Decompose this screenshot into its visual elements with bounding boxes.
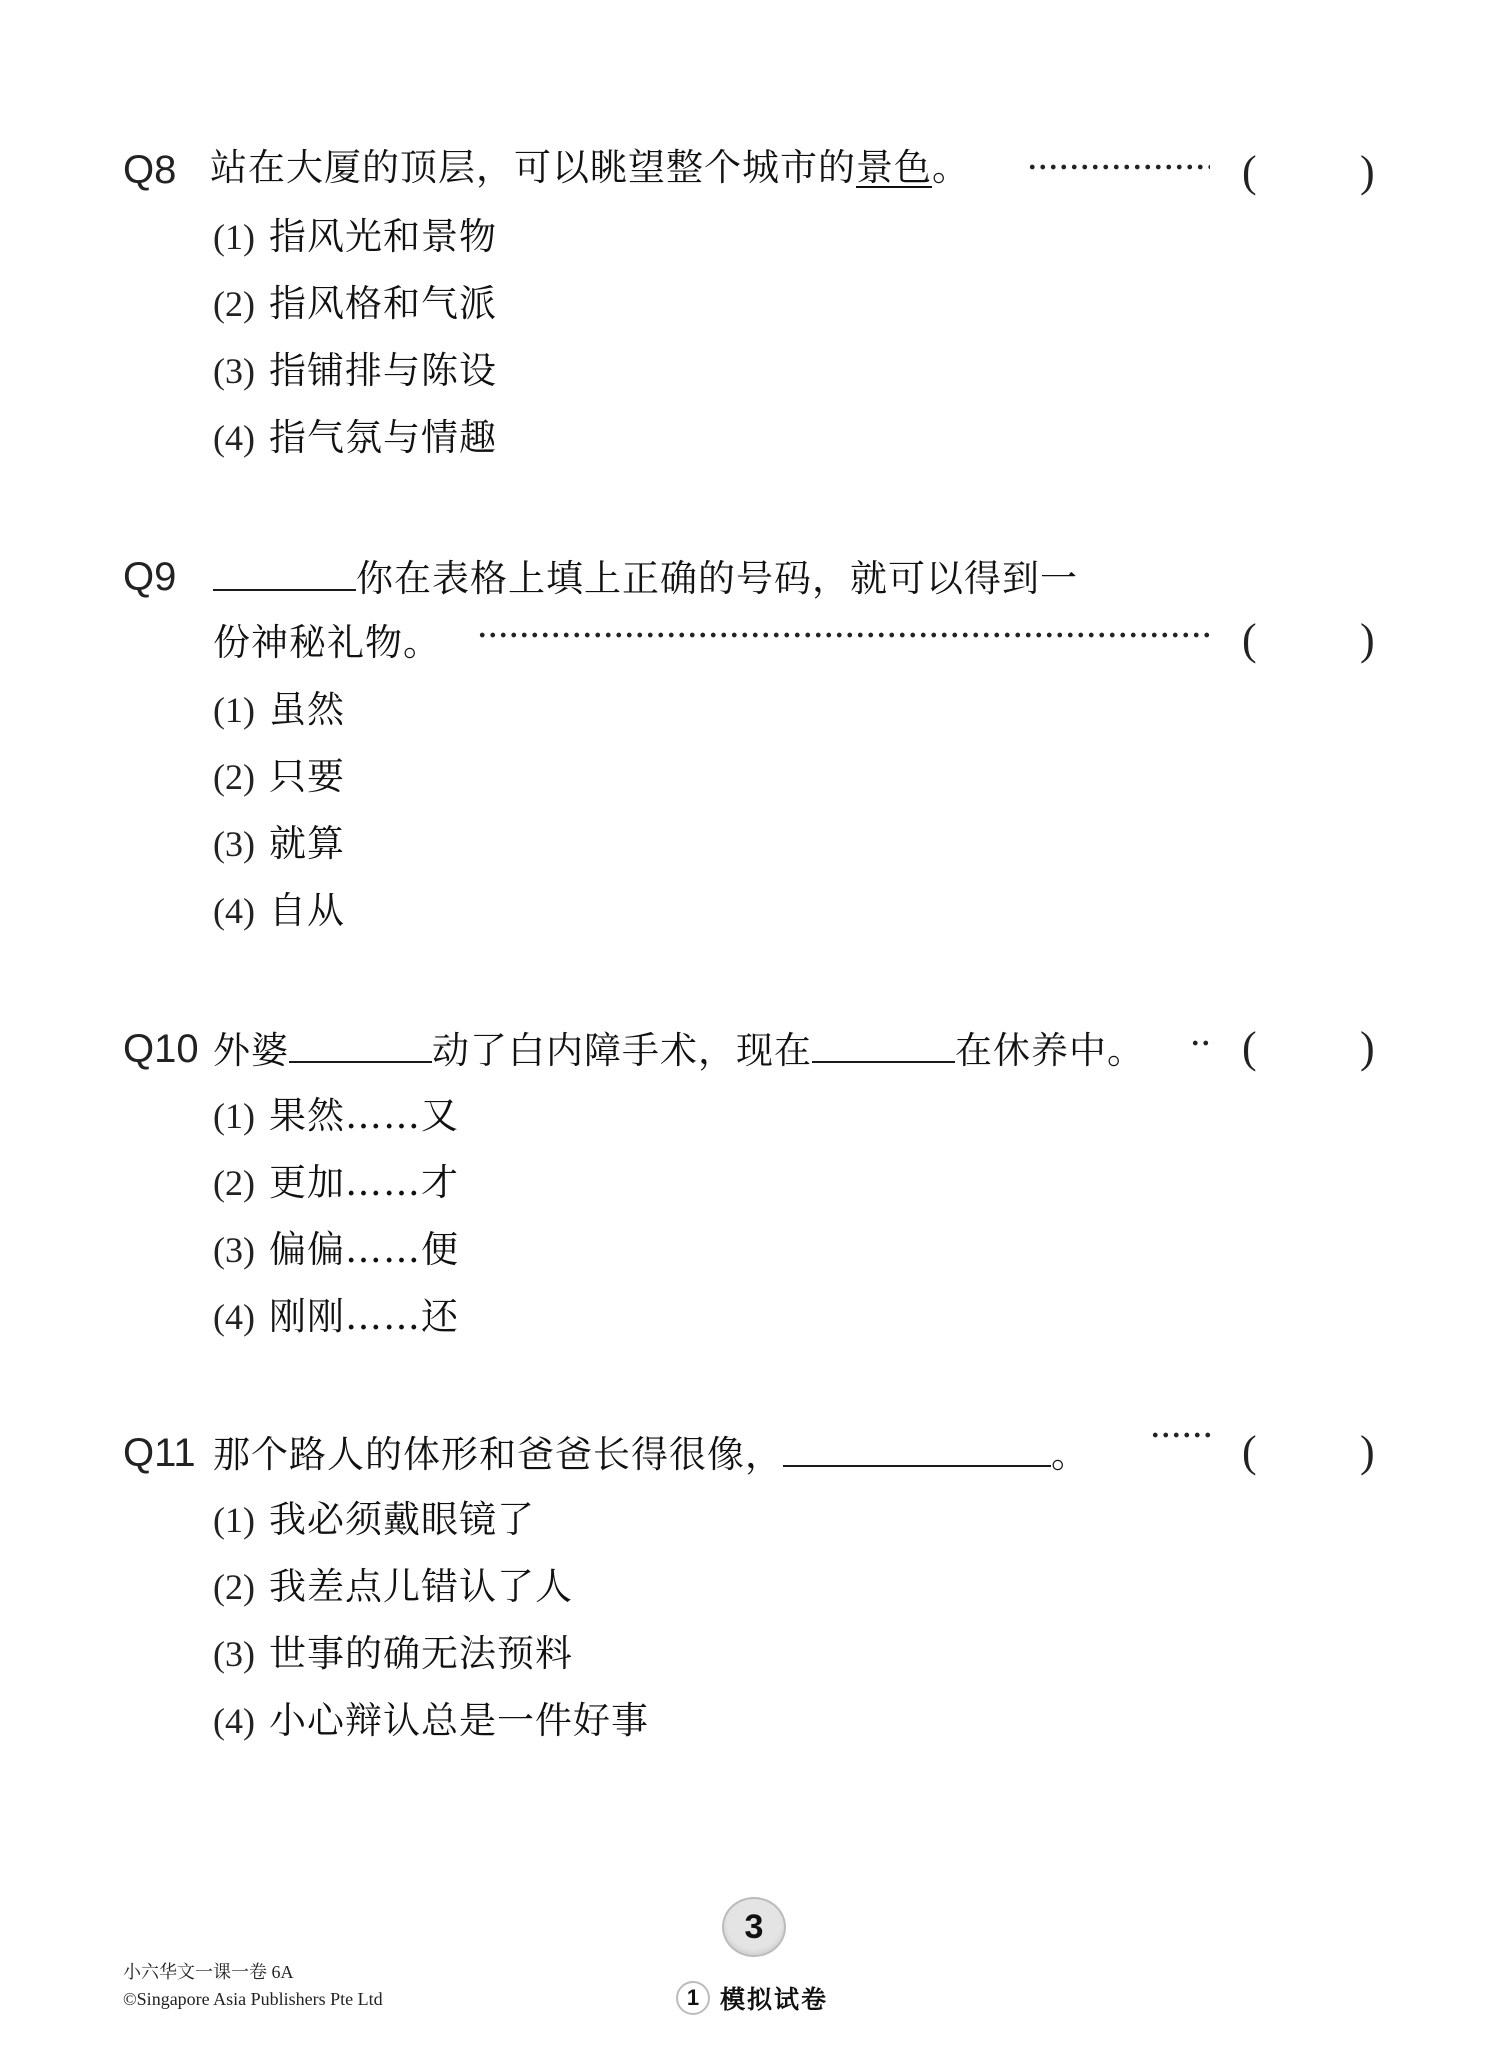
option-text: 偏偏……便 (268, 1228, 459, 1271)
answer-paren-close: ) (1360, 1023, 1375, 1072)
question-number: Q8 (123, 148, 177, 192)
answer-paren-open: ( (1242, 147, 1257, 196)
option-text: 指气氛与情趣 (268, 416, 497, 459)
option-2[interactable] (213, 755, 345, 799)
option-number: (2) (213, 284, 255, 324)
option-text: 指风格和气派 (268, 282, 497, 325)
stem-text: 在休养中。 (955, 1029, 1145, 1072)
leader-dots (1027, 164, 1210, 170)
stem-punct: 。 (1051, 1433, 1089, 1476)
section-number-badge (676, 1981, 710, 2015)
leader-dots (1190, 1040, 1214, 1046)
question-number: Q9 (123, 555, 177, 599)
fill-blank-1[interactable] (289, 1025, 432, 1063)
option-text: 刚刚……还 (268, 1295, 459, 1338)
answer-paren-open: ( (1242, 615, 1257, 664)
fill-blank-2[interactable] (812, 1025, 955, 1063)
page-number-badge (722, 1897, 786, 1957)
option-number: (3) (213, 824, 255, 864)
stem-text: 站在大厦的顶层，可以眺望整个城市的 (210, 146, 856, 189)
book-title: 小六华文一课一卷 6A (123, 1962, 294, 1982)
option-text: 世事的确无法预料 (268, 1632, 573, 1675)
option-2[interactable] (213, 1565, 573, 1609)
option-2[interactable] (213, 1161, 459, 1205)
option-4[interactable] (213, 1295, 459, 1339)
question-stem (213, 1025, 1145, 1073)
option-text: 指铺排与陈设 (268, 349, 497, 392)
option-text: 小心辩认总是一件好事 (268, 1699, 649, 1742)
question-stem (213, 1429, 1089, 1477)
option-text: 我差点儿错认了人 (268, 1565, 573, 1608)
option-3[interactable] (213, 1632, 573, 1676)
option-4[interactable] (213, 1699, 649, 1743)
option-number: (4) (213, 891, 255, 931)
option-text: 自从 (268, 889, 345, 932)
question-number: Q11 (123, 1431, 196, 1475)
stem-text: 你在表格上填上正确的号码，就可以得到一 (356, 557, 1078, 600)
stem-text: 外婆 (213, 1029, 289, 1072)
option-text: 果然……又 (268, 1094, 459, 1137)
stem-text: 动了白内障手术，现在 (432, 1029, 812, 1072)
question-number: Q10 (123, 1027, 199, 1071)
section-title: 模拟试卷 (720, 1985, 829, 2014)
fill-blank[interactable] (213, 553, 356, 591)
option-number: (1) (213, 690, 255, 730)
fill-blank[interactable] (783, 1429, 1051, 1467)
option-number: (1) (213, 1096, 255, 1136)
option-4[interactable] (213, 889, 345, 933)
option-1[interactable] (213, 1498, 535, 1542)
option-number: (3) (213, 351, 255, 391)
question-stem-line1 (213, 553, 1078, 601)
stem-text: 那个路人的体形和爸爸长得很像， (213, 1433, 783, 1476)
answer-paren-open: ( (1242, 1023, 1257, 1072)
question-stem-line2: 份神秘礼物。 (213, 621, 441, 664)
option-1[interactable] (213, 688, 345, 732)
option-number: (4) (213, 1701, 255, 1741)
option-text: 虽然 (268, 688, 345, 731)
answer-box[interactable] (1262, 618, 1358, 662)
option-text: 只要 (268, 755, 345, 798)
answer-box[interactable] (1262, 150, 1358, 194)
answer-box[interactable] (1262, 1026, 1358, 1070)
option-text: 指风光和景物 (268, 215, 497, 258)
option-1[interactable] (213, 1094, 459, 1138)
option-4[interactable] (213, 416, 497, 460)
answer-paren-close: ) (1360, 1427, 1375, 1476)
page-number: 3 (744, 1907, 764, 1946)
answer-box[interactable] (1262, 1430, 1358, 1474)
option-number: (4) (213, 418, 255, 458)
option-number: (3) (213, 1634, 255, 1674)
section-number: 1 (686, 1985, 700, 2010)
option-text: 就算 (268, 822, 345, 865)
option-text: 我必须戴眼镜了 (268, 1498, 535, 1541)
option-number: (1) (213, 1500, 255, 1540)
option-number: (3) (213, 1230, 255, 1270)
question-stem (210, 146, 970, 190)
underlined-term: 景色 (856, 146, 932, 189)
leader-dots (1150, 1432, 1214, 1438)
option-1[interactable] (213, 215, 497, 259)
answer-paren-close: ) (1360, 615, 1375, 664)
leader-dots (477, 632, 1210, 638)
option-number: (2) (213, 1163, 255, 1203)
answer-paren-open: ( (1242, 1427, 1257, 1476)
option-3[interactable] (213, 822, 345, 866)
option-3[interactable] (213, 1228, 459, 1272)
option-3[interactable] (213, 349, 497, 393)
option-number: (4) (213, 1297, 255, 1337)
option-number: (2) (213, 1567, 255, 1607)
stem-punct: 。 (932, 146, 970, 189)
answer-paren-close: ) (1360, 147, 1375, 196)
copyright: ©Singapore Asia Publishers Pte Ltd (123, 1989, 383, 2009)
option-number: (1) (213, 217, 255, 257)
option-number: (2) (213, 757, 255, 797)
option-2[interactable] (213, 282, 497, 326)
option-text: 更加……才 (268, 1161, 459, 1204)
